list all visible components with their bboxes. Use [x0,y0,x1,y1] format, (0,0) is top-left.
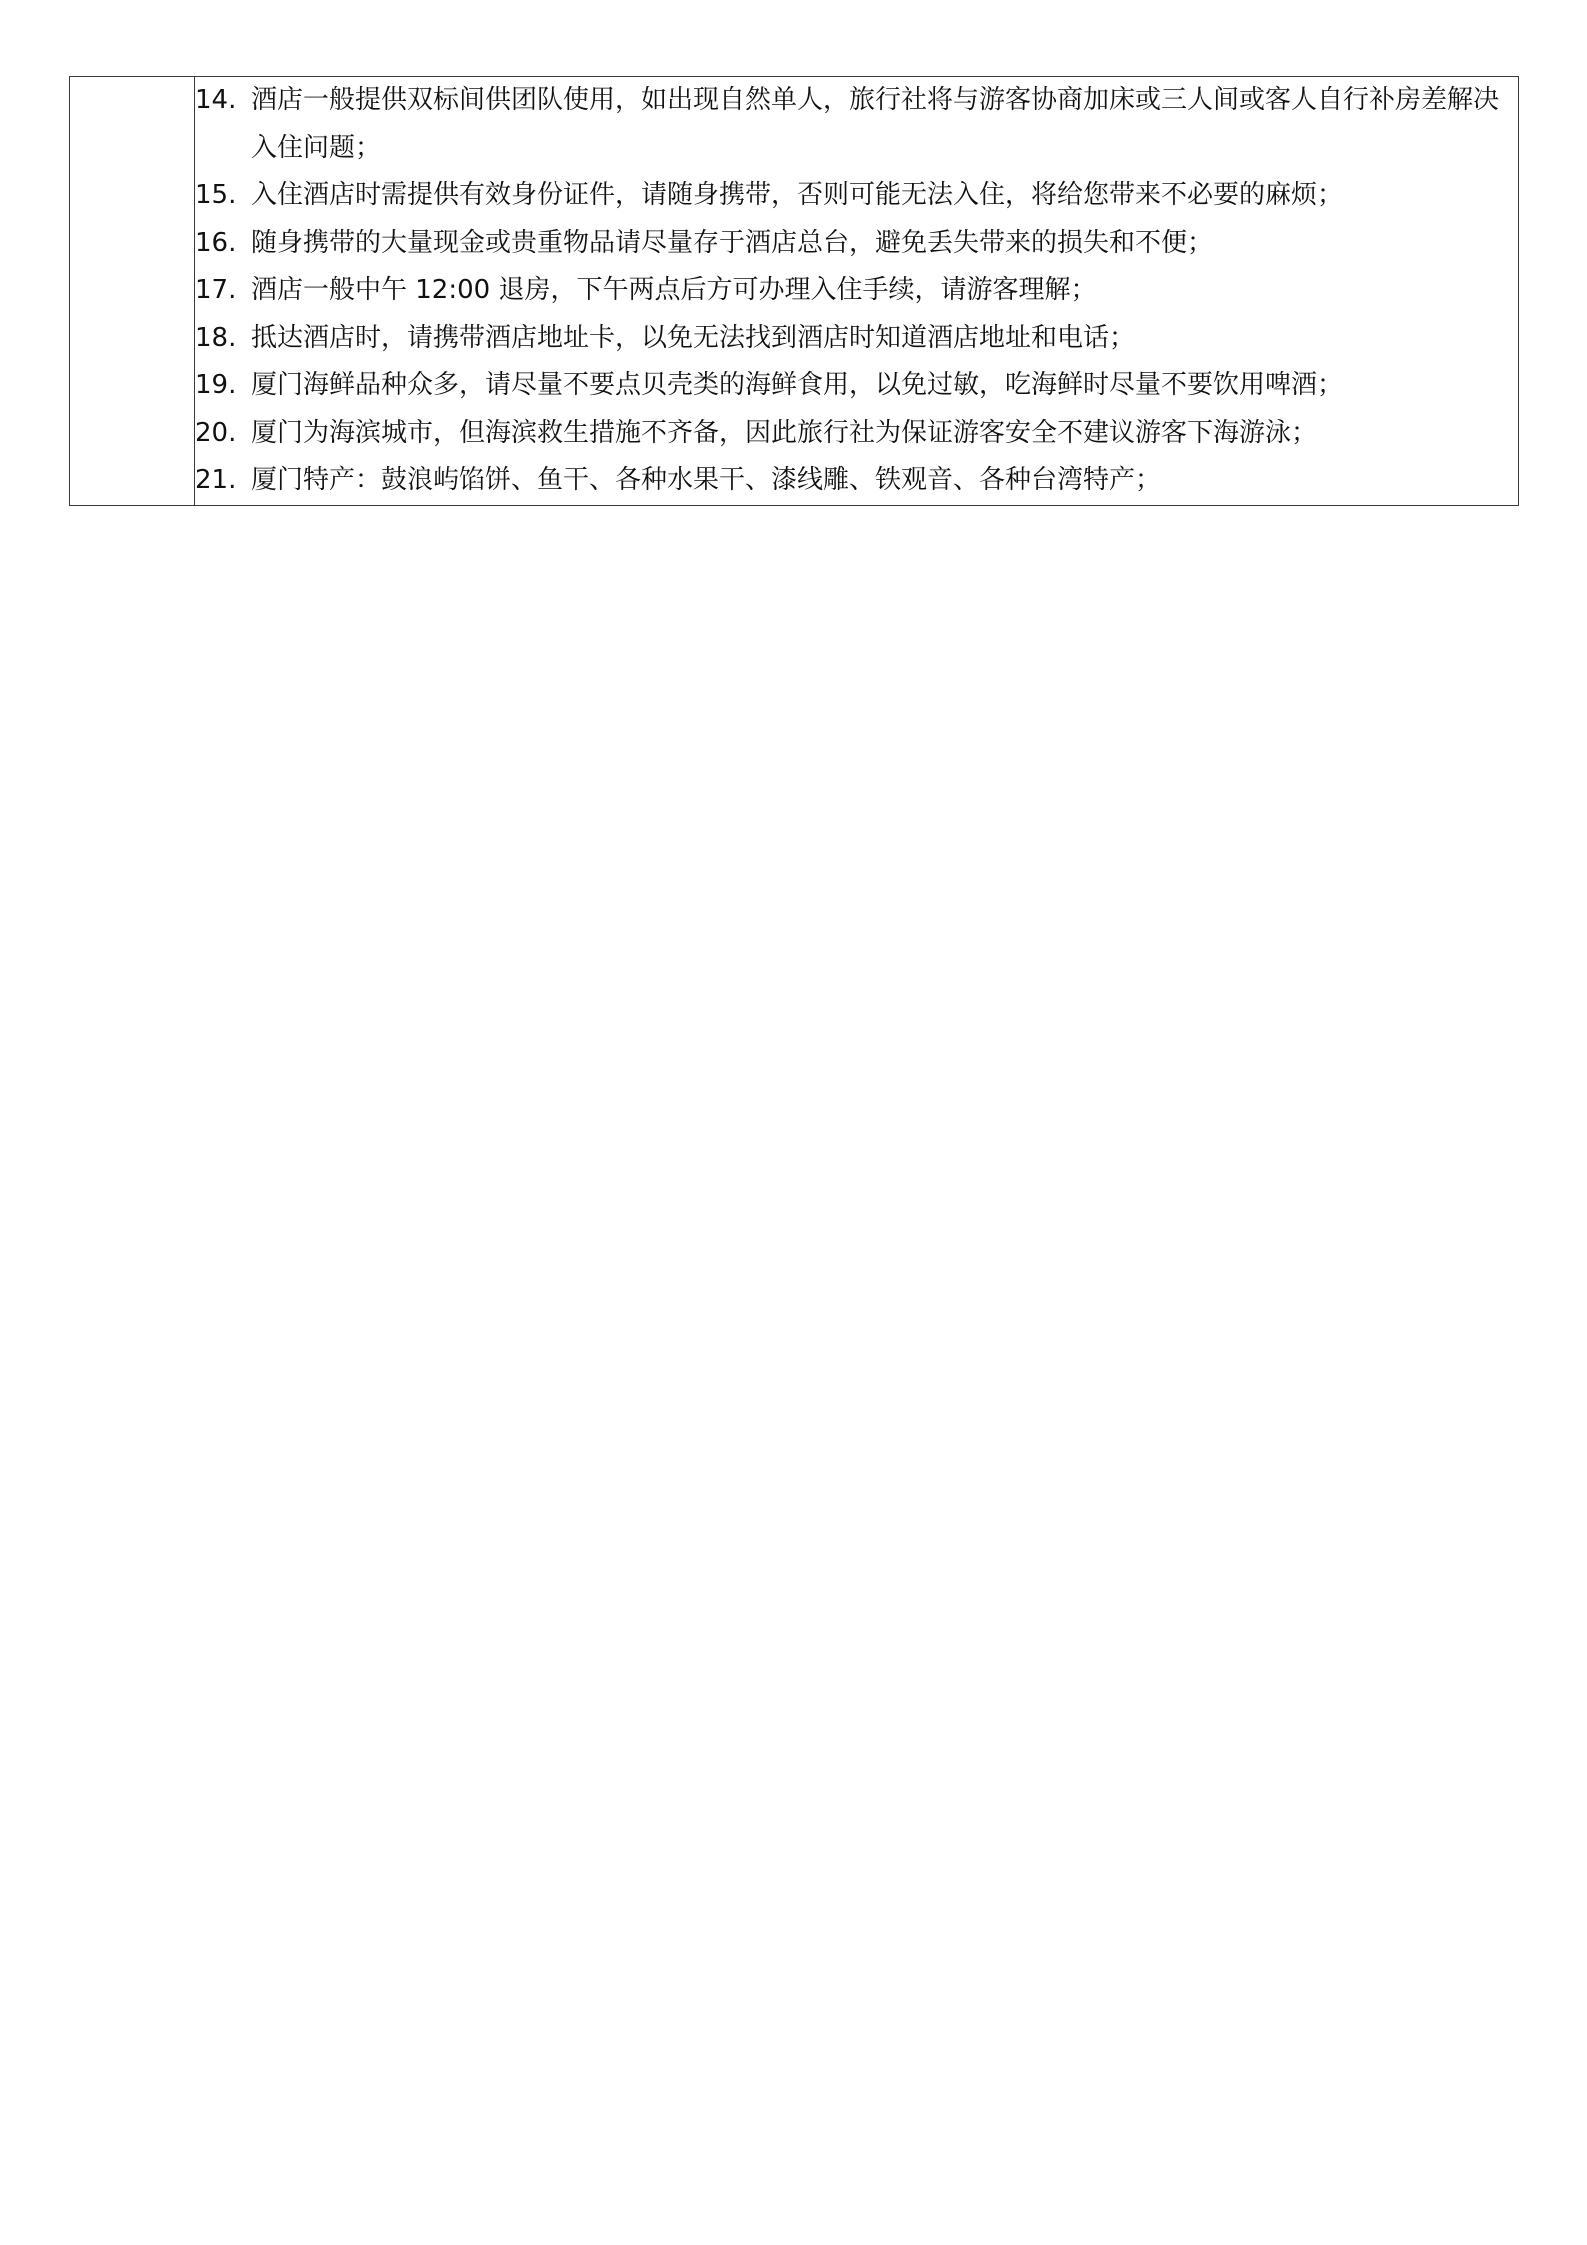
item-text: 酒店一般提供双标间供团队使用，如出现自然单人，旅行社将与游客协商加床或三人间或客人自行补房差解决入住问题； [251,85,1500,163]
table-row [70,77,1519,506]
list-item [195,220,1518,268]
item-text: 厦门特产：鼓浪屿馅饼、鱼干、各种水果干、漆线雕、铁观音、各种台湾特产； [251,465,1162,495]
list-item [195,77,1518,172]
item-text: 抵达酒店时，请携带酒店地址卡，以免无法找到酒店时知道酒店地址和电话； [251,322,1136,353]
item-number: 20. [195,417,237,448]
content-cell [195,77,1519,506]
item-number: 19. [195,370,237,400]
item-text: 酒店一般中午 12:00 退房，下午两点后方可办理入住手续，请游客理解； [251,275,1097,305]
list-item [195,457,1518,505]
list-item [195,315,1518,363]
item-number: 16. [195,227,237,258]
item-number: 21. [195,465,237,495]
item-text: 入住酒店时需提供有效身份证件，请随身携带，否则可能无法入住，将给您带来不必要的麻烦； [251,180,1344,210]
list-item [195,362,1518,410]
item-text: 随身携带的大量现金或贵重物品请尽量存于酒店总台，避免丢失带来的损失和不便； [251,227,1214,258]
list-item [195,172,1518,220]
label-cell [70,77,195,506]
notes-list [195,77,1518,505]
list-item [195,267,1518,315]
item-number: 17. [195,275,237,305]
item-number: 18. [195,322,237,353]
item-text: 厦门为海滨城市，但海滨救生措施不齐备，因此旅行社为保证游客安全不建议游客下海游泳； [251,417,1318,448]
item-text: 厦门海鲜品种众多，请尽量不要点贝壳类的海鲜食用，以免过敏，吃海鲜时尽量不要饮用啤酒； [251,370,1344,400]
item-number: 15. [195,180,237,210]
list-item [195,410,1518,458]
item-number: 14. [195,85,237,115]
notes-table [69,76,1519,506]
